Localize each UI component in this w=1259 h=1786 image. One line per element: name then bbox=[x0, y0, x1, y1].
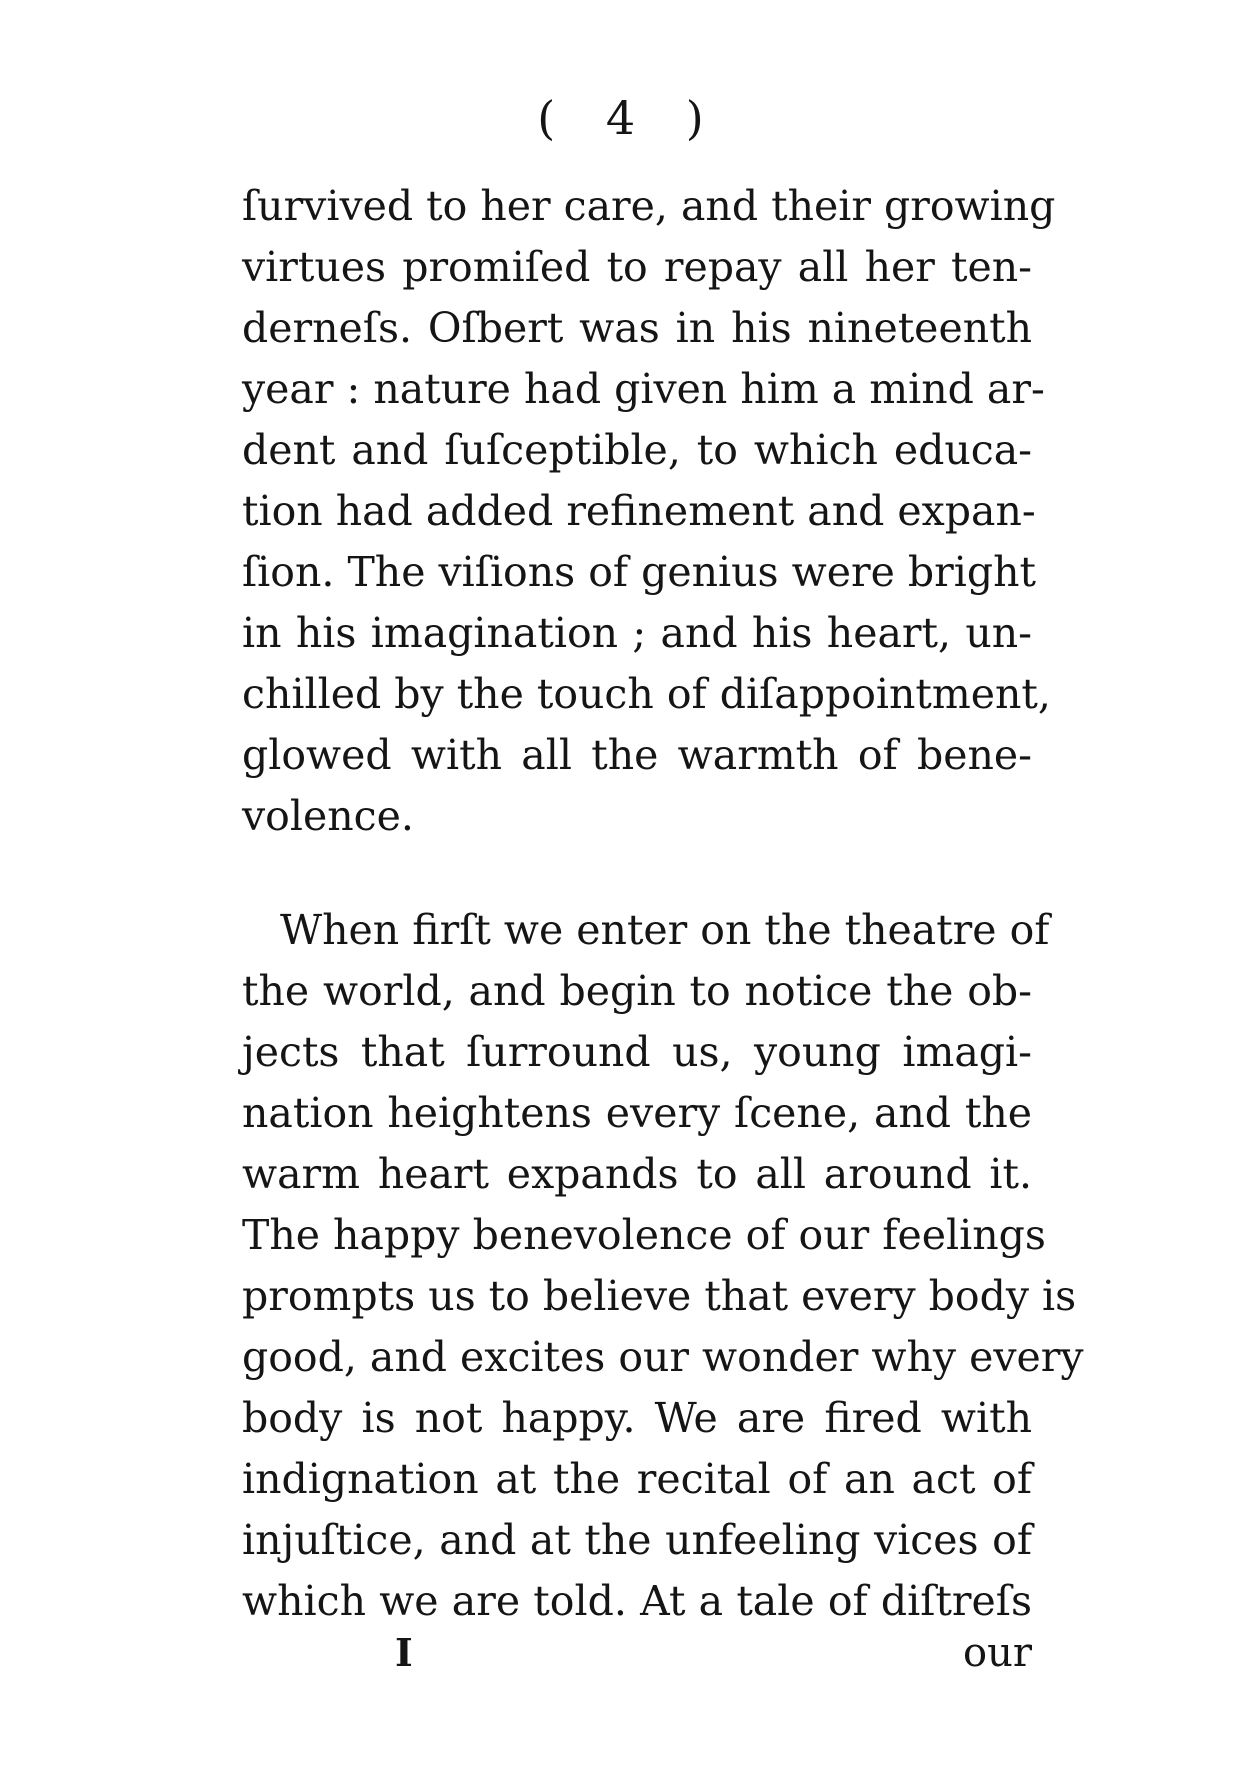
text-line: which we are told. At a tale of diſtreſs bbox=[242, 1577, 1032, 1625]
signature-mark: I bbox=[395, 1630, 413, 1675]
text-line: The happy benevolence of our feelings bbox=[242, 1211, 1046, 1259]
text-line: injuſtice, and at the unfeeling vices of bbox=[242, 1516, 1032, 1564]
text-line: in his imagination ; and his heart, un- bbox=[242, 609, 1032, 657]
text-line: warm heart expands to all around it. bbox=[242, 1150, 1032, 1198]
text-line: ſion. The viſions of genius were bright bbox=[242, 548, 1036, 596]
text-line: good, and excites our wonder why every bbox=[242, 1333, 1084, 1381]
text-line: volence. bbox=[242, 792, 414, 840]
text-line: jects that ſurround us, young imagi- bbox=[242, 1028, 1032, 1076]
text-line: nation heightens every ſcene, and the bbox=[242, 1089, 1032, 1137]
text-line: prompts us to believe that every body is bbox=[242, 1272, 1077, 1320]
catchword: our bbox=[963, 1630, 1032, 1676]
text-line: indignation at the recital of an act of bbox=[242, 1455, 1032, 1503]
text-line: year : nature had given him a mind ar- bbox=[242, 365, 1045, 413]
text-line: virtues promiſed to repay all her ten- bbox=[242, 243, 1032, 291]
text-line: ſurvived to her care, and their growing bbox=[242, 182, 1056, 230]
text-line: derneſs. Oſbert was in his nineteenth bbox=[242, 304, 1032, 352]
text-line: body is not happy. We are fired with bbox=[242, 1394, 1032, 1442]
paragraph-2 bbox=[242, 900, 1084, 1632]
text-line: tion had added refinement and expan- bbox=[242, 487, 1036, 535]
text-line: glowed with all the warmth of bene- bbox=[242, 731, 1032, 779]
text-line: dent and ſuſceptible, to which educa- bbox=[242, 426, 1032, 474]
text-line: When firſt we enter on the theatre of bbox=[280, 906, 1050, 954]
page-number: ( 4 ) bbox=[537, 91, 722, 145]
text-line: chilled by the touch of diſappointment, bbox=[242, 670, 1051, 718]
paragraph-1 bbox=[242, 176, 1056, 847]
text-line: the world, and begin to notice the ob- bbox=[242, 967, 1032, 1015]
